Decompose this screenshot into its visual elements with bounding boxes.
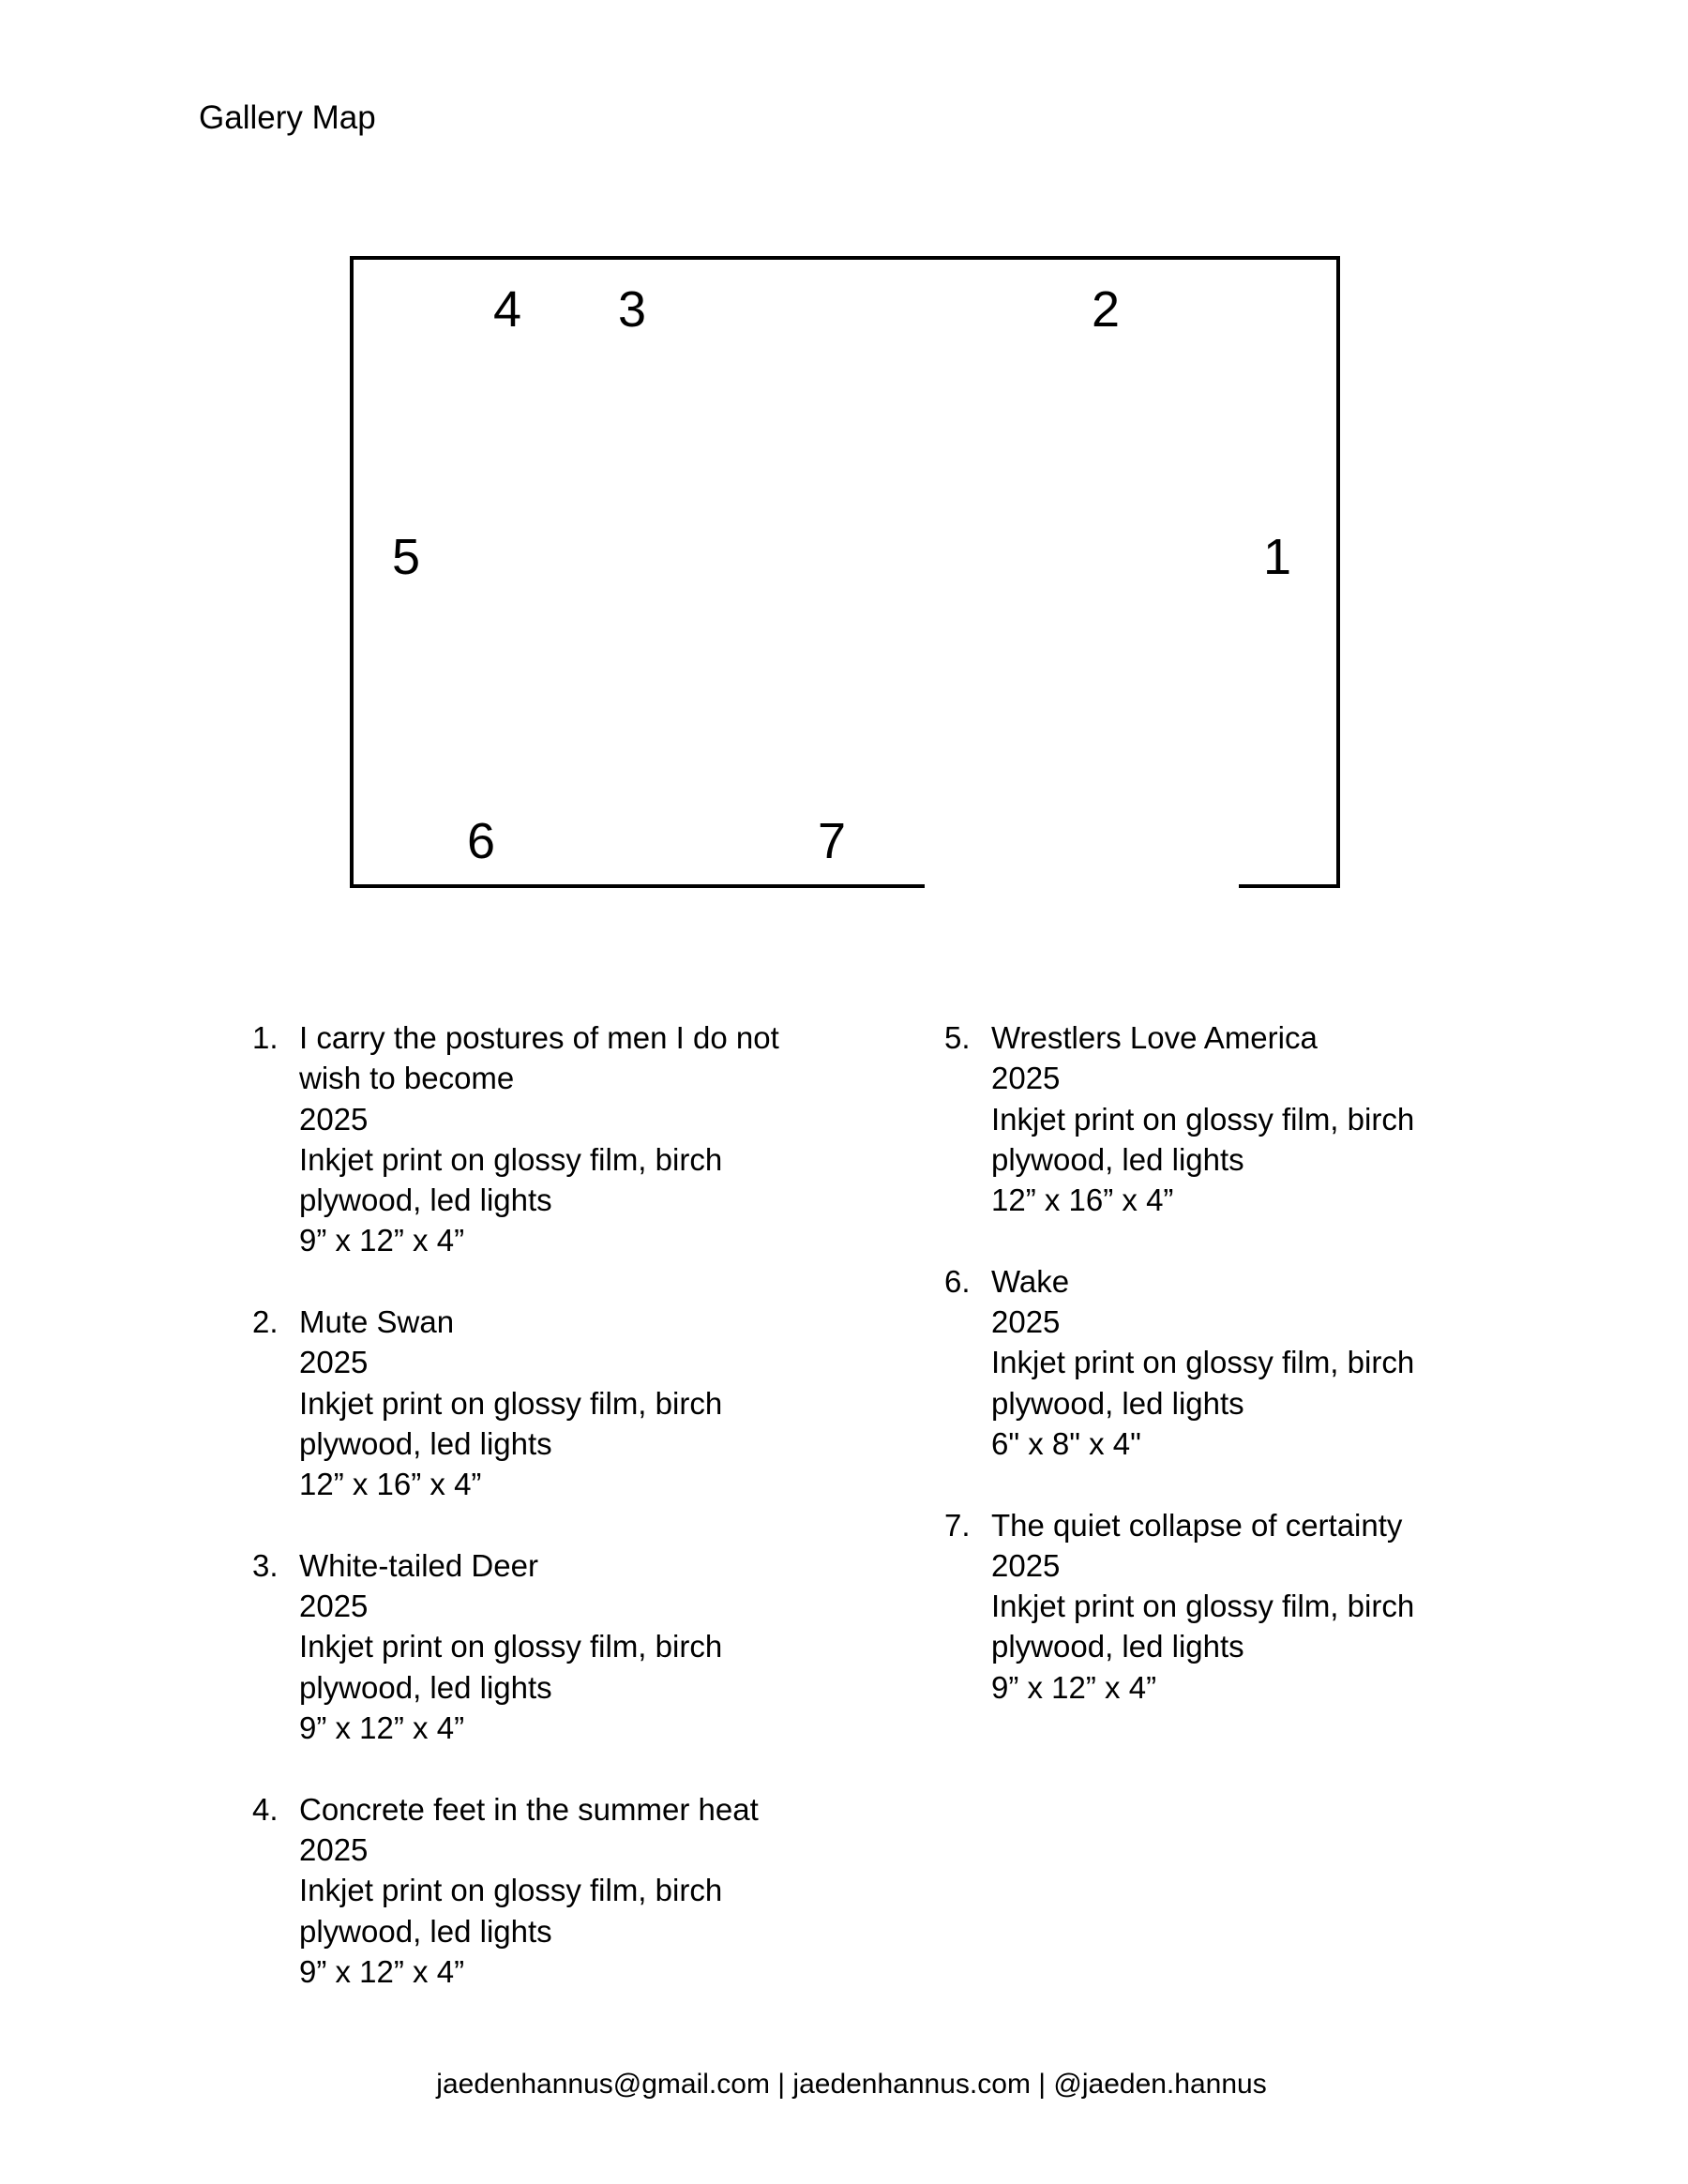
work-number: 4. <box>252 1791 279 1827</box>
map-position-7: 7 <box>818 813 847 869</box>
work-year: 2025 <box>299 1101 369 1137</box>
map-position-6: 6 <box>467 813 496 869</box>
work-year: 2025 <box>991 1304 1061 1340</box>
work-year: 2025 <box>299 1345 369 1380</box>
work-number: 1. <box>252 1020 279 1055</box>
work-number: 5. <box>944 1020 971 1055</box>
work-medium: Inkjet print on glossy film, birch plywood, led lights <box>299 1873 723 1949</box>
work-title: I carry the postures of men I do not wish to become <box>299 1020 779 1096</box>
work-item <box>944 1505 1526 1708</box>
work-title: The quiet collapse of certainty <box>991 1507 1403 1543</box>
work-year: 2025 <box>991 1547 1061 1583</box>
work-number: 6. <box>944 1263 971 1299</box>
work-dimensions: 12” x 16” x 4” <box>299 1467 482 1502</box>
work-title: Concrete feet in the summer heat <box>299 1791 759 1827</box>
page-title: Gallery Map <box>199 99 376 136</box>
work-number: 2. <box>252 1304 279 1340</box>
work-dimensions: 12” x 16” x 4” <box>991 1182 1174 1218</box>
work-year: 2025 <box>299 1831 369 1867</box>
works-list-column-2 <box>944 1017 1526 1748</box>
work-item <box>252 1017 834 1261</box>
contact-footer: jaedenhannus@gmail.com | jaedenhannus.com | @jaeden.hannus <box>436 2069 1267 2100</box>
work-medium: Inkjet print on glossy film, birch plywood, led lights <box>299 1385 723 1461</box>
work-title: Mute Swan <box>299 1304 455 1340</box>
gallery-wall-outline <box>352 258 1338 886</box>
work-item <box>252 1302 834 1504</box>
work-medium: Inkjet print on glossy film, birch plywood, led lights <box>299 1629 723 1705</box>
map-position-4: 4 <box>493 281 522 338</box>
work-medium: Inkjet print on glossy film, birch plywood, led lights <box>991 1345 1415 1421</box>
work-number: 7. <box>944 1507 971 1543</box>
work-item <box>944 1261 1526 1464</box>
work-dimensions: 9” x 12” x 4” <box>299 1953 465 1989</box>
work-item <box>252 1545 834 1748</box>
work-year: 2025 <box>991 1061 1061 1096</box>
work-medium: Inkjet print on glossy film, birch plywood, led lights <box>299 1141 723 1218</box>
work-dimensions: 9” x 12” x 4” <box>299 1710 465 1746</box>
work-year: 2025 <box>299 1589 369 1624</box>
work-dimensions: 9” x 12” x 4” <box>991 1669 1157 1705</box>
work-dimensions: 9” x 12” x 4” <box>299 1223 465 1258</box>
work-item <box>252 1789 834 1992</box>
gallery-floor-plan <box>0 0 1688 938</box>
work-title: Wrestlers Love America <box>991 1020 1318 1055</box>
work-title: Wake <box>991 1263 1070 1299</box>
work-dimensions: 6" x 8" x 4" <box>991 1425 1141 1461</box>
map-position-2: 2 <box>1092 281 1121 338</box>
map-position-3: 3 <box>618 281 647 338</box>
map-position-1: 1 <box>1263 529 1292 585</box>
work-medium: Inkjet print on glossy film, birch plywood, led lights <box>991 1101 1415 1177</box>
work-number: 3. <box>252 1547 279 1583</box>
work-title: White-tailed Deer <box>299 1547 538 1583</box>
work-item <box>944 1017 1526 1220</box>
map-position-5: 5 <box>392 529 421 585</box>
work-medium: Inkjet print on glossy film, birch plywood, led lights <box>991 1589 1415 1664</box>
works-list-column-1 <box>252 1017 834 2032</box>
